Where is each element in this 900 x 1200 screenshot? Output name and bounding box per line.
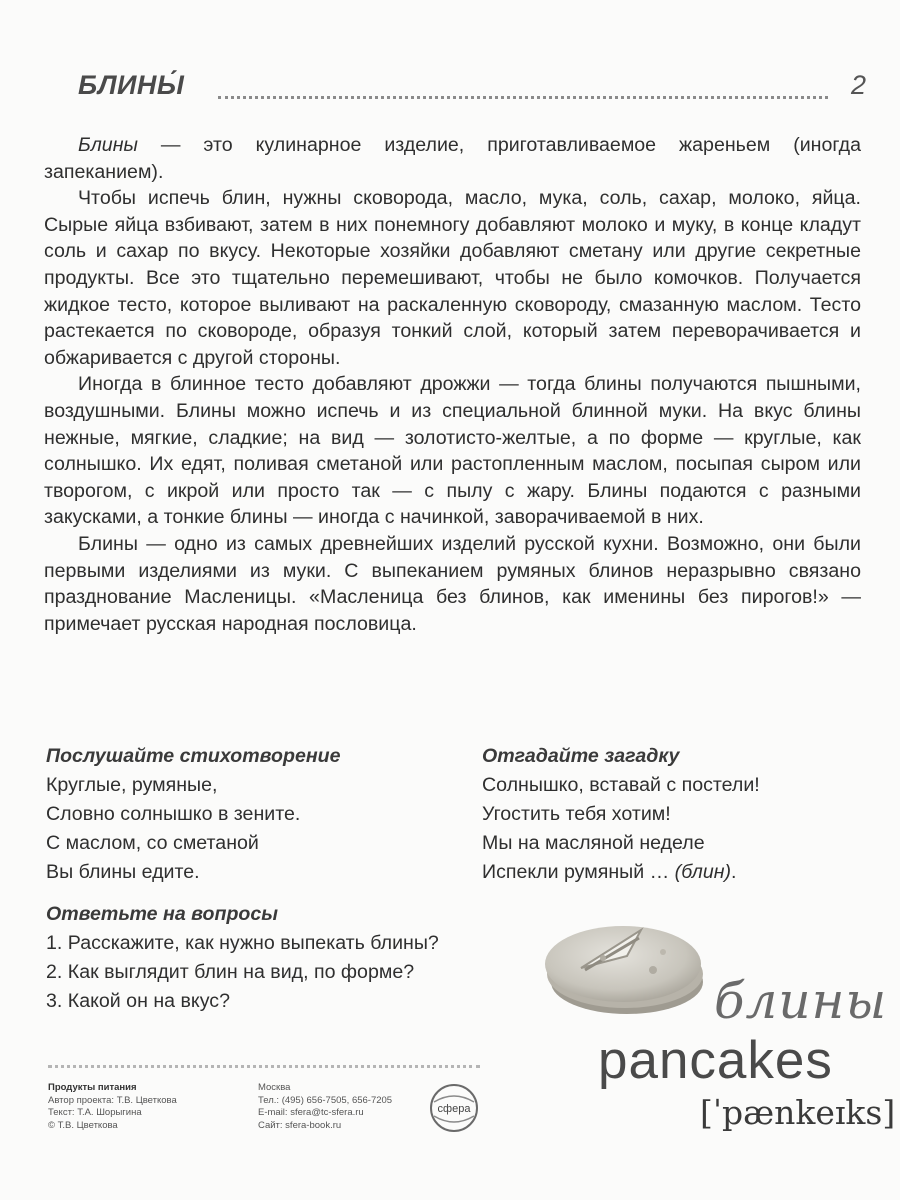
vocab-transcription: [ˈpænkeɪks] xyxy=(700,1093,896,1132)
riddle-line: Солнышко, вставай с постели! xyxy=(482,774,760,796)
question-item: 3. Какой он на вкус? xyxy=(46,990,230,1012)
footer-phone: Тел.: (495) 656-7505, 656-7205 xyxy=(258,1094,393,1106)
poem-heading: Послушайте стихотворение xyxy=(46,745,341,767)
footer-series: Продукты питания xyxy=(48,1082,137,1093)
footer-credits xyxy=(48,1082,177,1132)
footer-contacts xyxy=(258,1082,392,1132)
footer-divider xyxy=(48,1065,480,1068)
poem-line: С маслом, со сметаной xyxy=(46,832,259,854)
questions-heading: Ответьте на вопросы xyxy=(46,903,279,925)
footer-site: Сайт: sfera-book.ru xyxy=(258,1119,342,1131)
paragraph-2: Чтобы испечь блин, нужны сковорода, масло, мука, соль, сахар, молоко, яйца. Сырые яйца взбивают, затем в них понемногу добавляют молоко и муку, в конце кладут соль и сахар по вкусу. Некоторые хозяйки добавляют сметану или другие секретные продукты. Все это тщательно перемешивают, чтобы не было комочков. Получается жидкое тесто, которое выливают на раскаленную сковороду, смазанную маслом. Тесто растекается по сковороде, образуя тонкий слой, который затем переворачивается и обжаривается с другой стороны. xyxy=(44,187,861,369)
paragraph-4: Блины — одно из самых древнейших изделий русской кухни. Возможно, они были первыми изделиями из муки. С выпеканием румяных блинов неразрывно связано празднование Масленицы. «Масленица без блинов, как именины без пирогов!» — примечает русская народная пословица. xyxy=(44,532,861,635)
paragraph-1-text: — это кулинарное изделие, приготавливаемое жареньем (иногда запеканием). xyxy=(44,134,861,183)
paragraph-3: Иногда в блинное тесто добавляют дрожжи — тогда блины получаются пышными, воздушными. Блины можно испечь и из специальной блинной муки. На вкус блины нежные, мягкие, сладкие; на вид — золотисто-желтые, а по форме — круглые, как солнышко. Их едят, поливая сметаной или растопленным маслом, посыпая сыром или творогом, с икрой или просто так — с пылу с жару. Блины подаются с разными закусками, а тонкие блины — иногда с начинкой, заворачиваемой в них. xyxy=(44,373,861,529)
questions-section xyxy=(46,900,439,1016)
poem-line: Круглые, румяные, xyxy=(46,774,218,796)
riddle-answer: (блин) xyxy=(674,861,732,883)
riddle-line: Мы на масляной неделе xyxy=(482,832,705,854)
riddle-period: . xyxy=(731,861,737,883)
sfera-logo-icon xyxy=(428,1082,480,1134)
riddle-section xyxy=(482,742,760,887)
paragraph-1 xyxy=(44,132,861,185)
page-header xyxy=(78,68,868,108)
pancake-stack-image xyxy=(543,900,707,1018)
vocab-english-word: pancakes xyxy=(598,1031,833,1090)
page-number: 2 xyxy=(850,70,866,100)
question-item: 1. Расскажите, как нужно выпекать блины? xyxy=(46,932,439,954)
article-body xyxy=(44,132,861,637)
riddle-heading: Отгадайте загадку xyxy=(482,745,680,767)
dotted-leader xyxy=(218,96,828,99)
riddle-line: Угостить тебя хотим! xyxy=(482,803,671,825)
term-bliny: Блины xyxy=(78,134,138,156)
footer-author: Автор проекта: Т.В. Цветкова xyxy=(48,1094,177,1106)
poem-line: Словно солнышко в зените. xyxy=(46,803,301,825)
vocab-russian-word: блины xyxy=(714,972,888,1030)
footer-copyright: © Т.В. Цветкова xyxy=(48,1119,118,1131)
poem-section xyxy=(46,742,341,887)
footer-text-by: Текст: Т.А. Шорыгина xyxy=(48,1107,142,1118)
riddle-last-line-text: Испекли румяный … xyxy=(482,861,675,883)
page-title: БЛИНЫ́ xyxy=(78,70,185,100)
footer-city: Москва xyxy=(258,1082,291,1093)
riddle-last-line xyxy=(482,858,760,887)
question-item: 2. Как выглядит блин на вид, по форме? xyxy=(46,961,415,983)
logo-text: сфера xyxy=(437,1103,471,1115)
poem-line: Вы блины едите. xyxy=(46,861,200,883)
footer-email: E-mail: sfera@tc-sfera.ru xyxy=(258,1107,364,1118)
